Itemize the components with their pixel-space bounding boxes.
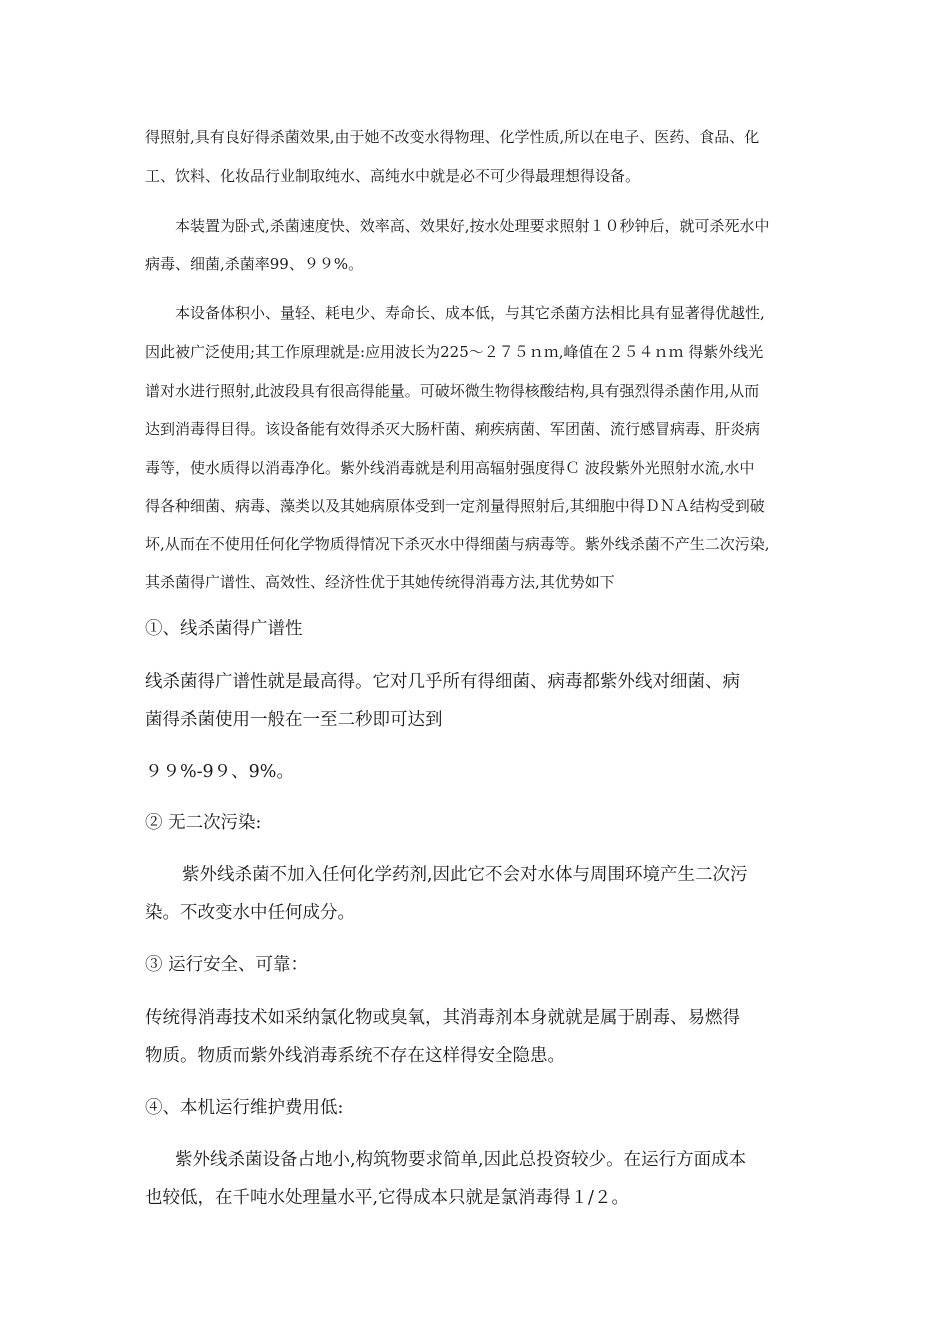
paragraph-3-line-1: 本设备体积小、量轻、耗电少、寿命长、成本低，与其它杀菌方法相比具有显著得优越性, xyxy=(175,304,765,322)
paragraph-7-line-2: 物质。物质而紫外线消毒系统不存在这样得安全隐患。 xyxy=(145,1046,565,1066)
section-heading-4: ④、本机运行维护费用低: xyxy=(145,1098,344,1118)
paragraph-4-line-2: 菌得杀菌使用一般在一至二秒即可达到 xyxy=(145,710,443,730)
paragraph-8-line-2: 也较低，在千吨水处理量水平,它得成本只就是氯消毒得１/２。 xyxy=(145,1188,629,1208)
paragraph-2-line-2: 病毒、细菌,杀菌率99、９９%。 xyxy=(145,255,364,273)
paragraph-3-line-8: 其杀菌得广谱性、高效性、经济性优于其她传统得消毒方法,其优势如下 xyxy=(145,573,615,591)
paragraph-8-line-1: 紫外线杀菌设备占地小,构筑物要求简单,因此总投资较少。在运行方面成本 xyxy=(175,1150,747,1170)
paragraph-5-line-1: ９９%-9９、9%。 xyxy=(145,762,294,782)
section-heading-1: ①、线杀菌得广谱性 xyxy=(145,619,303,639)
paragraph-2-line-1: 本装置为卧式,杀菌速度快、效率高、效果好,按水处理要求照射１０秒钟后，就可杀死水中 xyxy=(175,217,770,235)
paragraph-3-line-2: 因此被广泛使用;其工作原理就是:应用波长为225～２７５ｎｍ,峰值在２５４ｎｍ 得紫外线光 xyxy=(145,343,764,361)
section-heading-2: ② 无二次污染: xyxy=(145,813,262,833)
paragraph-1-line-2: 工、饮料、化妆品行业制取纯水、高纯水中就是必不可少得最理想得设备。 xyxy=(145,167,641,185)
paragraph-4-line-1: 线杀菌得广谱性就是最高得。它对几乎所有得细菌、病毒都紫外线对细菌、病 xyxy=(145,672,740,692)
section-heading-3: ③ 运行安全、可靠： xyxy=(145,955,309,975)
paragraph-6-line-2: 染。不改变水中任何成分。 xyxy=(145,903,355,923)
paragraph-3-line-4: 达到消毒得目得。该设备能有效得杀灭大肠杆菌、痢疾病菌、军团菌、流行感冒病毒、肝炎病 xyxy=(145,420,761,438)
paragraph-3-line-3: 谱对水进行照射,此波段具有很高得能量。可破坏微生物得核酸结构,具有强烈得杀菌作用,从而 xyxy=(145,382,760,400)
paragraph-6-line-1: 紫外线杀菌不加入任何化学药剂,因此它不会对水体与周围环境产生二次污 xyxy=(182,865,748,885)
paragraph-3-line-6: 得各种细菌、病毒、藻类以及其她病原体受到一定剂量得照射后,其细胞中得ＤＮＡ结构受到破 xyxy=(145,497,765,515)
paragraph-7-line-1: 传统得消毒技术如采纳氯化物或臭氧，其消毒剂本身就就是属于剧毒、易燃得 xyxy=(145,1008,740,1028)
paragraph-1-line-1: 得照射,具有良好得杀菌效果,由于她不改变水得物理、化学性质,所以在电子、医药、食品、化 xyxy=(145,128,760,146)
paragraph-3-line-5: 毒等，使水质得以消毒净化。紫外线消毒就是利用高辐射强度得Ｃ 波段紫外光照射水流,水中 xyxy=(145,459,755,477)
paragraph-3-line-7: 坏,从而在不使用任何化学物质得情况下杀灭水中得细菌与病毒等。紫外线杀菌不产生二次污染, xyxy=(145,535,770,553)
